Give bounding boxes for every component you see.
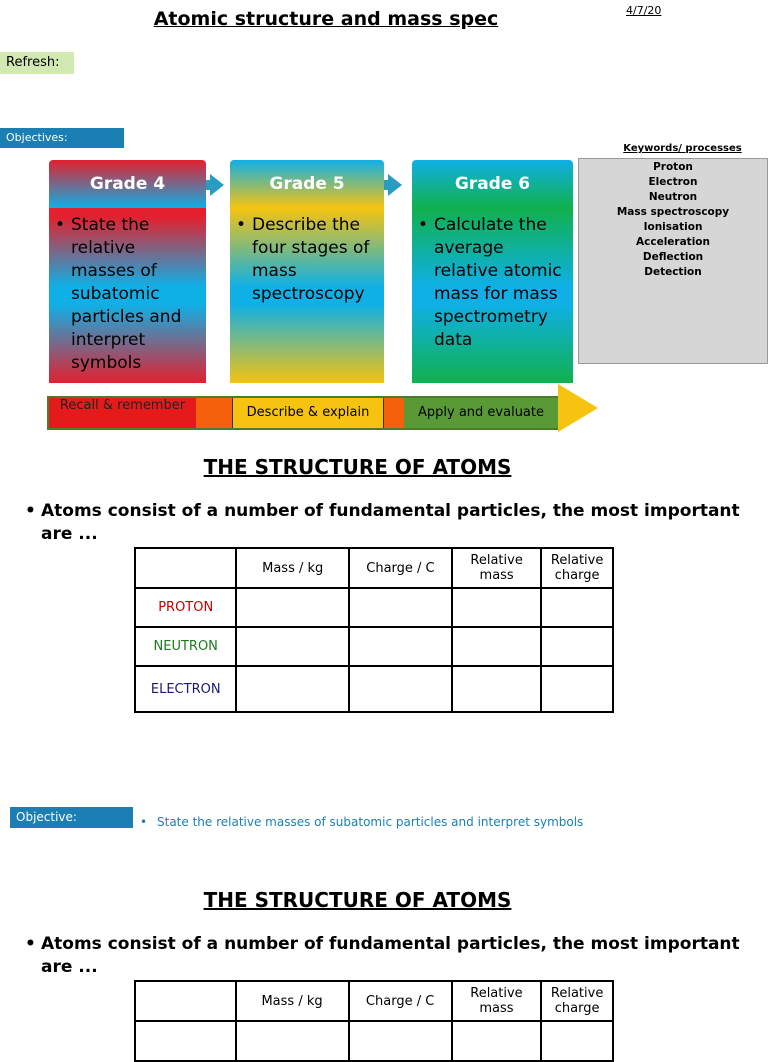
objective-text [140, 815, 583, 829]
grade-6-heading: Grade 6 [412, 160, 573, 208]
keyword-item: Neutron [648, 191, 698, 203]
page-title: Atomic structure and mass spec [153, 8, 499, 30]
table-cell[interactable] [236, 666, 349, 712]
table-row [135, 1021, 613, 1061]
table-cell[interactable] [452, 627, 541, 666]
grade-5-objective [230, 208, 384, 383]
grade-4-text: State the relative masses of subatomic particles and interpret symbols [71, 215, 182, 373]
table-cell[interactable] [452, 666, 541, 712]
arrow-right-icon [388, 174, 402, 196]
apply-segment: Apply and evaluate [404, 398, 558, 428]
grade-4-objective [49, 208, 206, 383]
table-cell[interactable] [349, 666, 452, 712]
section-heading: THE STRUCTURE OF ATOMS [203, 888, 512, 912]
bullet-icon: • [418, 215, 429, 235]
particle-label-electron: ELECTRON [135, 666, 236, 712]
table-header-cell: Mass / kg [236, 548, 349, 588]
keyword-item: Mass spectroscopy [616, 206, 730, 218]
intro-text [25, 933, 745, 979]
keyword-item: Deflection [642, 251, 704, 263]
table-header-cell: Charge / C [349, 548, 452, 588]
grade-5-heading: Grade 5 [230, 160, 384, 208]
keywords-list [578, 160, 768, 280]
table-header-cell [135, 548, 236, 588]
objectives-label: Objectives: [0, 128, 124, 148]
bullet-icon: • [25, 934, 36, 954]
arrow-right-icon [210, 174, 224, 196]
keyword-item: Acceleration [636, 236, 710, 248]
particle-label-proton: PROTON [135, 588, 236, 627]
grade-6-objective [412, 208, 573, 383]
keywords-title: Keywords/ processes [623, 143, 742, 154]
table-header-cell [135, 981, 236, 1021]
table-cell[interactable] [349, 627, 452, 666]
table-cell[interactable] [452, 588, 541, 627]
table-cell[interactable] [541, 666, 613, 712]
table-header-cell: Relative mass [452, 981, 542, 1021]
table-cell[interactable] [541, 627, 613, 666]
bullet-icon: • [140, 815, 148, 829]
refresh-label: Refresh: [0, 52, 74, 74]
table-header-cell: Relative charge [541, 548, 613, 588]
intro-text-content: Atoms consist of a number of fundamental particles, the most important are ... [41, 934, 740, 977]
keyword-item: Electron [648, 176, 698, 188]
table-row [135, 588, 613, 627]
progress-arrow-tip-icon [558, 384, 598, 432]
objective-text-content: State the relative masses of subatomic particles and interpret symbols [157, 815, 584, 829]
keyword-item: Proton [653, 161, 693, 173]
bullet-icon: • [236, 215, 247, 235]
date-label: 4/7/20 [626, 4, 662, 17]
particles-table [134, 547, 614, 713]
keyword-item: Ionisation [643, 221, 703, 233]
intro-text-content: Atoms consist of a number of fundamental particles, the most important are ... [41, 501, 740, 544]
bullet-icon: • [55, 215, 66, 235]
table-header-cell: Charge / C [349, 981, 452, 1021]
describe-segment: Describe & explain [232, 398, 384, 428]
grade-6-text: Calculate the average relative atomic mass for mass spectrometry data [434, 215, 562, 350]
table-header-row [135, 548, 613, 588]
table-header-row [135, 981, 613, 1021]
section-heading: THE STRUCTURE OF ATOMS [203, 455, 512, 479]
table-cell[interactable] [236, 588, 349, 627]
table-header-cell: Relative mass [452, 548, 541, 588]
objective-label: Objective: [10, 807, 133, 828]
keyword-item: Detection [644, 266, 702, 278]
particles-table [134, 980, 614, 1062]
intro-text [25, 500, 745, 546]
table-cell[interactable] [236, 627, 349, 666]
table-row [135, 627, 613, 666]
table-cell[interactable] [349, 588, 452, 627]
table-header-cell: Mass / kg [236, 981, 349, 1021]
table-cell[interactable] [541, 588, 613, 627]
bullet-icon: • [25, 501, 36, 521]
progress-arrow [47, 396, 560, 430]
recall-segment: Recall & remember [49, 398, 196, 428]
grade-4-heading: Grade 4 [49, 160, 206, 208]
table-row [135, 666, 613, 712]
table-header-cell: Relative charge [541, 981, 613, 1021]
particle-label-neutron: NEUTRON [135, 627, 236, 666]
grade-5-text: Describe the four stages of mass spectroscopy [252, 215, 370, 304]
